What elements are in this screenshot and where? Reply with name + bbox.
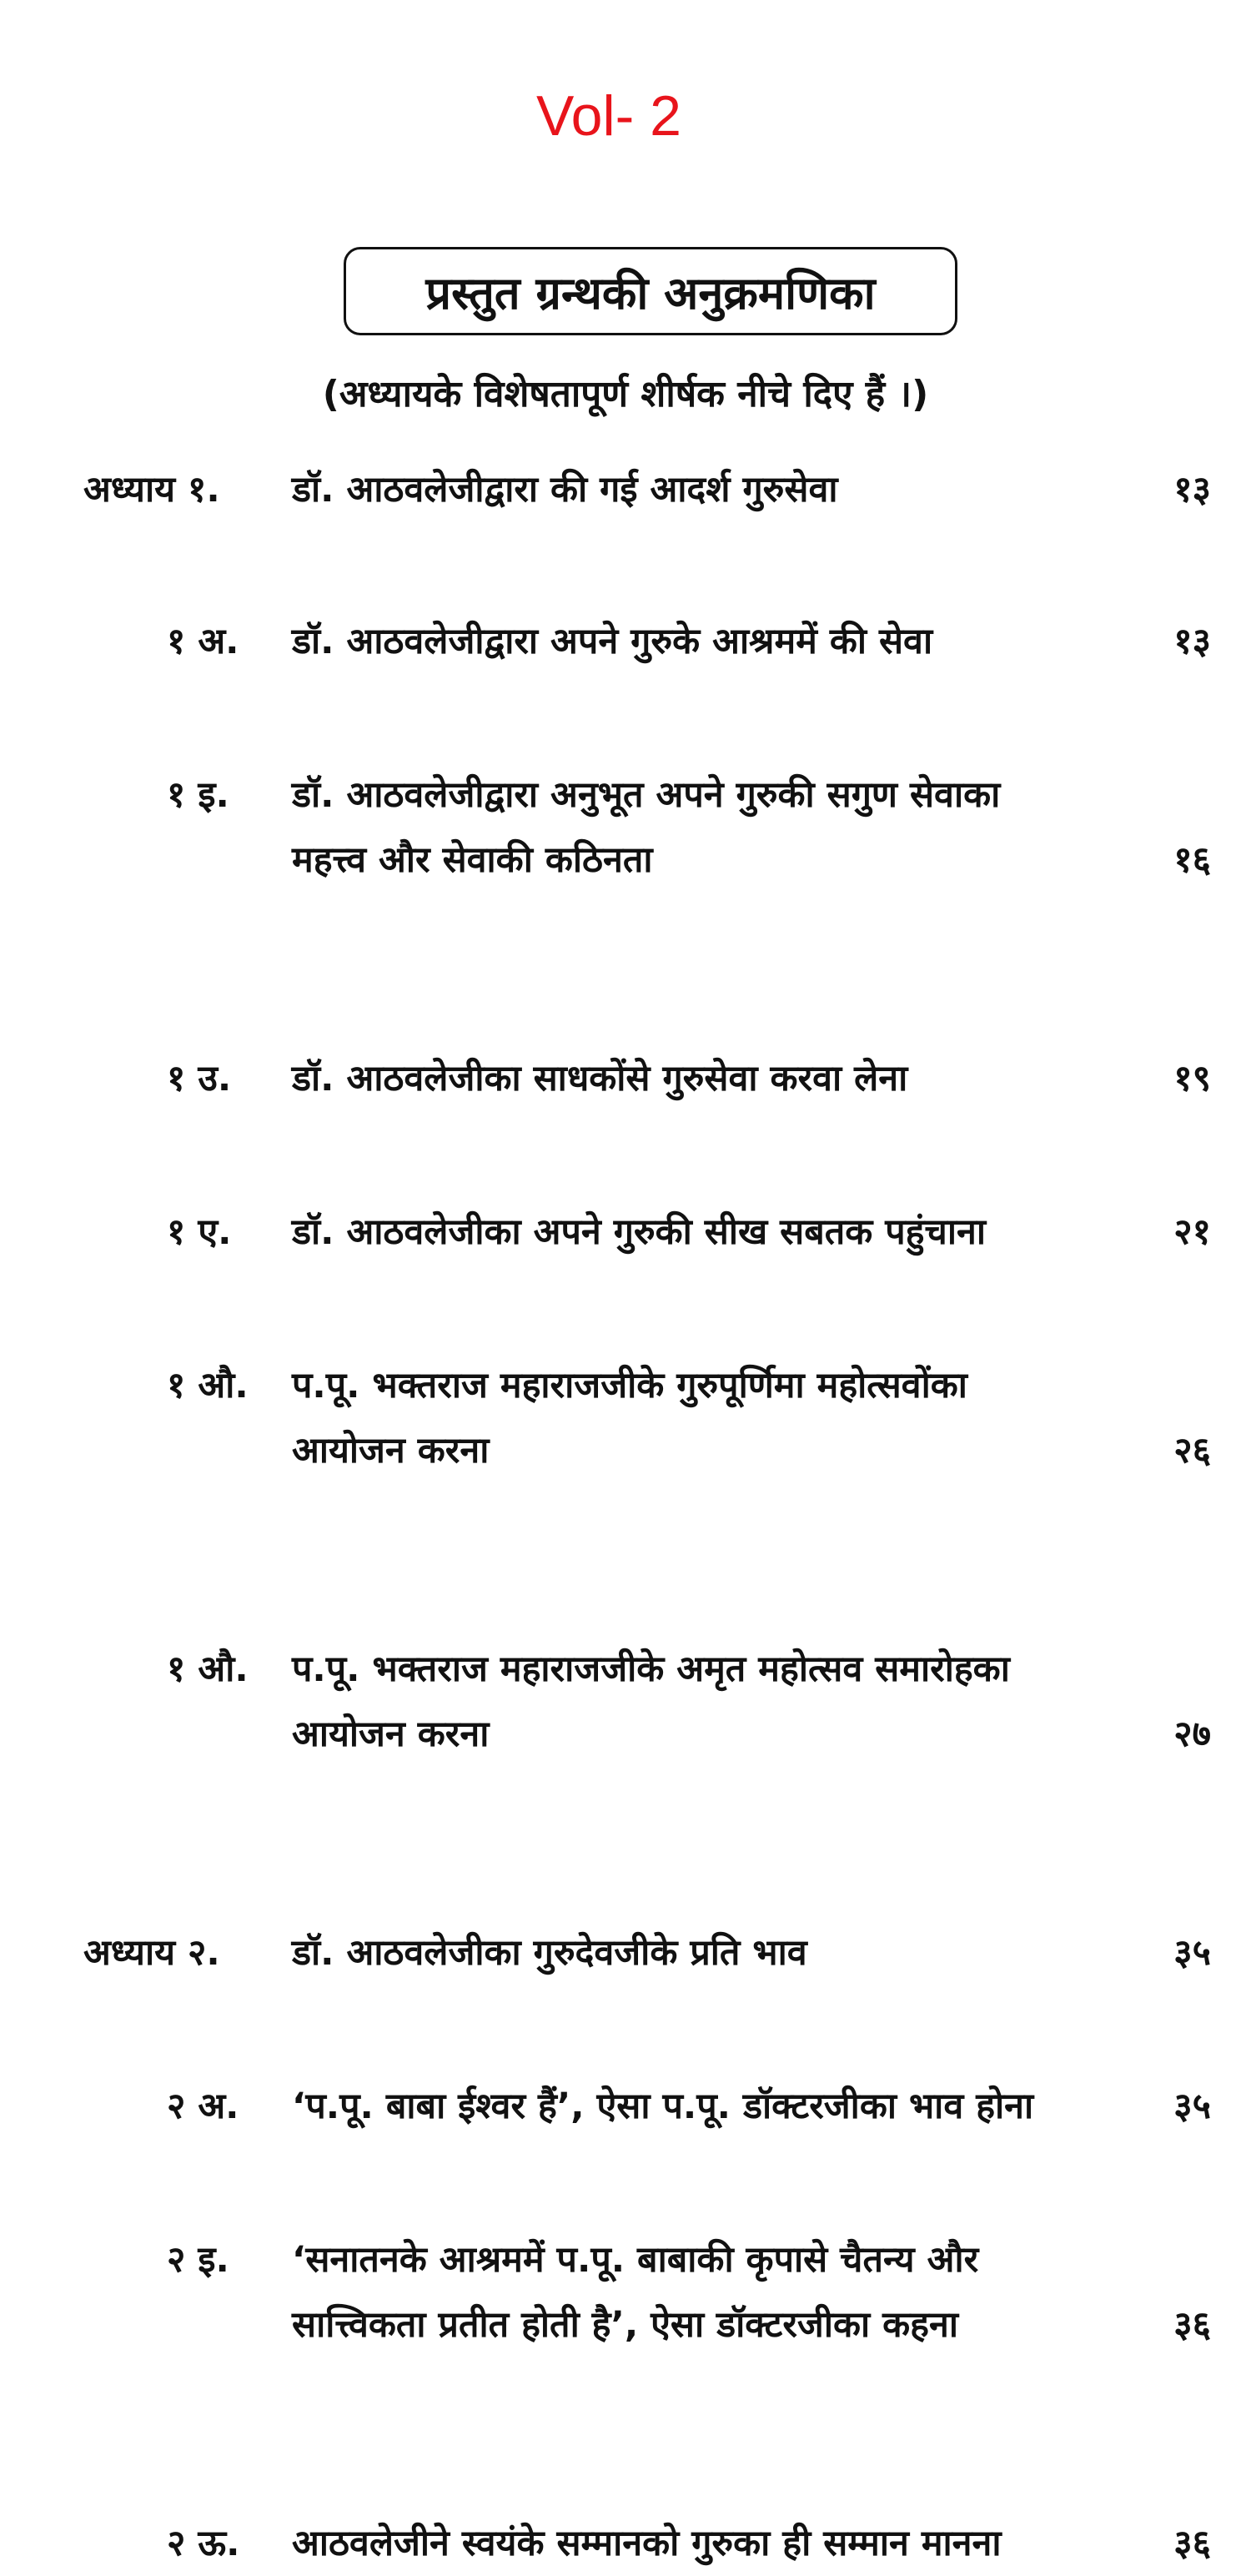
toc-entry-page: १९ [1173, 1058, 1211, 1099]
toc-entry [0, 2227, 1251, 2357]
toc-title-text: प्रस्तुत ग्रन्थकी अनुक्रमणिका [425, 267, 876, 319]
toc-entry-title [292, 457, 1134, 522]
toc-entry-number: १ औ. [167, 1365, 249, 1406]
toc-entry-page: १३ [1173, 469, 1211, 511]
toc-entry-page: १३ [1173, 621, 1211, 662]
toc-entry-number: १ औ. [167, 1648, 249, 1690]
toc-entry-line: प.पू. भक्तराज महाराजजीके गुरुपूर्णिमा महोत्सवोंका [292, 1365, 967, 1406]
toc-entry [0, 1353, 1251, 1483]
toc-entry-line: आयोजन करना [292, 1713, 490, 1755]
toc-entry-page: २७ [1173, 1713, 1211, 1755]
toc-entry [0, 1920, 1251, 1985]
volume-label: Vol- 2 [536, 84, 681, 148]
toc-entry-number: २ अ. [167, 2085, 239, 2127]
table-of-contents [0, 457, 1251, 2564]
toc-entry-title [292, 609, 1134, 674]
toc-entry [0, 1046, 1251, 1111]
toc-entry-page: १६ [1173, 839, 1211, 881]
toc-entry-line: डॉ. आठवलेजीका गुरुदेवजीके प्रति भाव [292, 1932, 807, 1974]
toc-entry-line: डॉ. आठवलेजीका साधकोंसे गुरुसेवा करवा लेना [292, 1058, 908, 1099]
toc-entry-line: डॉ. आठवलेजीद्वारा अनुभूत अपने गुरुकी सगुण सेवाका [292, 774, 1001, 816]
toc-entry-line: ‘सनातनके आश्रममें प.पू. बाबाकी कृपासे चैतन्य और [292, 2239, 979, 2281]
toc-entry-title [292, 1920, 1134, 1985]
toc-entry-line: सात्त्विकता प्रतीत होती है’, ऐसा डॉक्टरजीका कहना [292, 2304, 958, 2346]
toc-entry-title [292, 1353, 1134, 1483]
toc-entry-title [292, 762, 1134, 893]
toc-entry [0, 2074, 1251, 2139]
toc-entry-number: २ ऊ. [167, 2523, 240, 2564]
toc-entry-title [292, 1637, 1134, 1767]
toc-entry-page: २६ [1173, 1430, 1211, 1472]
toc-entry [0, 1200, 1251, 1265]
toc-entry-line: ‘प.पू. बाबा ईश्वर हैं’, ऐसा प.पू. डॉक्टरजीका भाव होना [292, 2085, 1034, 2127]
toc-entry-page: ३५ [1173, 2085, 1211, 2127]
toc-entry-number: १ अ. [167, 621, 239, 662]
toc-entry-number: २ इ. [167, 2239, 229, 2281]
toc-entry-line: महत्त्व और सेवाकी कठिनता [292, 839, 653, 881]
toc-subtitle: (अध्यायके विशेषतापूर्ण शीर्षक नीचे दिए हैं ।) [322, 373, 929, 415]
toc-entry [0, 457, 1251, 522]
toc-entry-line: डॉ. आठवलेजीद्वारा की गई आदर्श गुरुसेवा [292, 469, 838, 511]
toc-entry-title [292, 1200, 1134, 1265]
toc-entry-number: १ ए. [167, 1211, 232, 1253]
toc-entry-number: १ इ. [167, 774, 229, 816]
toc-entry-page: ३६ [1173, 2523, 1211, 2564]
toc-entry-line: आठवलेजीने स्वयंके सम्मानको गुरुका ही सम्मान मानना [292, 2523, 1002, 2564]
toc-entry-title [292, 2074, 1134, 2139]
toc-entry-line: आयोजन करना [292, 1430, 490, 1472]
toc-entry-number: १ उ. [167, 1058, 232, 1099]
toc-entry-number: अध्याय १. [83, 469, 220, 511]
toc-entry-page: २१ [1173, 1211, 1211, 1253]
toc-title [344, 247, 957, 335]
toc-entry [0, 1637, 1251, 1767]
toc-entry [0, 2511, 1251, 2576]
toc-entry-number: अध्याय २. [83, 1932, 220, 1974]
toc-entry-title [292, 2227, 1134, 2357]
toc-entry-line: प.पू. भक्तराज महाराजजीके अमृत महोत्सव समारोहका [292, 1648, 1010, 1690]
toc-entry [0, 609, 1251, 674]
toc-entry-page: ३५ [1173, 1932, 1211, 1974]
toc-entry-title [292, 2511, 1134, 2576]
toc-entry-line: डॉ. आठवलेजीका अपने गुरुकी सीख सबतक पहुंचाना [292, 1211, 986, 1253]
toc-entry-page: ३६ [1173, 2304, 1211, 2346]
toc-entry-line: डॉ. आठवलेजीद्वारा अपने गुरुके आश्रममें की सेवा [292, 621, 933, 662]
toc-entry-title [292, 1046, 1134, 1111]
toc-entry [0, 762, 1251, 893]
